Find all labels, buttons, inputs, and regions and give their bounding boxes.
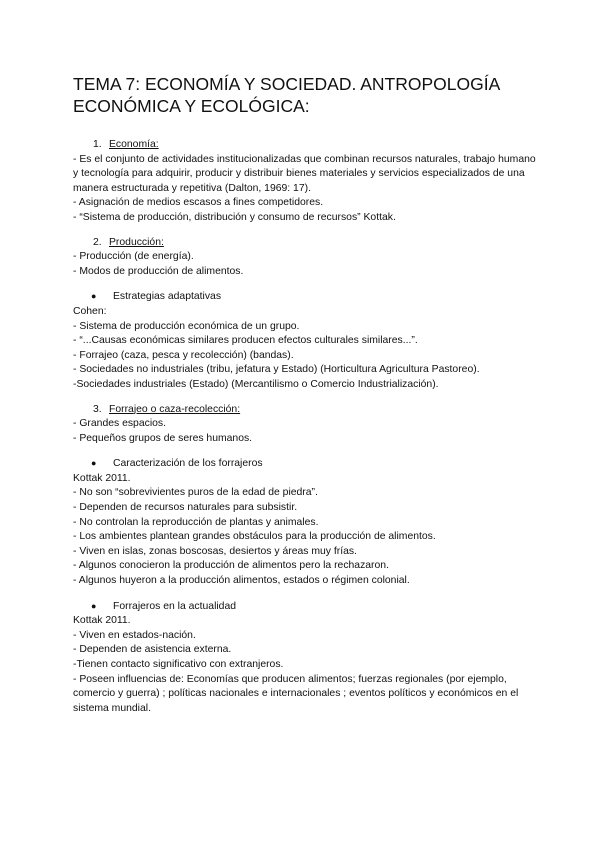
paragraph: - Viven en islas, zonas boscosas, desiertos y áreas muy frías. — [73, 545, 357, 557]
list-number: 3. — [93, 403, 102, 415]
paragraph: -Sociedades industriales (Estado) (Mercantilismo o Comercio Industrialización). — [73, 378, 439, 390]
bullet-icon: ● — [91, 600, 97, 611]
paragraph: - Asignación de medios escasos a fines competidores. — [73, 197, 324, 209]
paragraph: - Modos de producción de alimentos. — [73, 265, 244, 277]
paragraph: Cohen: — [73, 305, 107, 317]
paragraph: - Pequeños grupos de seres humanos. — [73, 432, 253, 444]
section-heading-text: Producción: — [109, 236, 164, 248]
section-heading-economia — [73, 138, 543, 153]
paragraph: - Es el conjunto de actividades institucionalizadas que combinan recursos naturales, trabajo humano y tecnología para adquirir, producir y distribuir bienes materiales y servicios especializados de una manera estructurada y repetitiva (Dalton, 1969: 17). — [73, 153, 536, 194]
paragraph: - Poseen influencias de: Economías que producen alimentos; fuerzas regionales (por ejemplo, comercio y guerra) ; políticas nacionales e internacionales ; eventos políticos y económicos en el sistema mundial. — [73, 673, 519, 714]
paragraph: - Dependen de recursos naturales para subsistir. — [73, 502, 298, 514]
paragraph: - Algunos huyeron a la producción alimentos, estados o régimen colonial. — [73, 575, 410, 587]
bullet-heading-text: Forrajeros en la actualidad — [113, 600, 237, 612]
paragraph: - Dependen de asistencia externa. — [73, 644, 232, 656]
section-heading-produccion — [73, 236, 543, 251]
bullet-heading-actualidad — [73, 599, 543, 615]
paragraph: - Sociedades no industriales (tribu, jefatura y Estado) (Horticultura Agricultura Pastoreo). — [73, 364, 480, 376]
bullet-heading-caracterizacion — [73, 456, 543, 472]
paragraph: - Algunos conocieron la producción de alimentos pero la rechazaron. — [73, 560, 389, 572]
paragraph: - Sistema de producción económica de un grupo. — [73, 320, 300, 332]
list-number: 2. — [93, 236, 102, 248]
bullet-icon: ● — [91, 291, 97, 302]
page-title: TEMA 7: ECONOMÍA Y SOCIEDAD. ANTROPOLOGÍA ECONÓMICA Y ECOLÓGICA: — [73, 74, 500, 116]
paragraph: - No controlan la reproducción de plantas y animales. — [73, 516, 319, 528]
paragraph: - Grandes espacios. — [73, 418, 166, 430]
paragraph: - No son “sobrevivientes puros de la edad de piedra”. — [73, 487, 318, 499]
section-heading-text: Forrajeo o caza-recolección: — [109, 403, 241, 415]
bullet-icon: ● — [91, 458, 97, 469]
document-body — [73, 138, 543, 716]
bullet-heading-text: Caracterización de los forrajeros — [113, 458, 263, 470]
bullet-heading-text: Estrategias adaptativas — [113, 291, 222, 303]
paragraph: - Los ambientes plantean grandes obstáculos para la producción de alimentos. — [73, 531, 436, 543]
section-heading-forrajeo — [73, 403, 543, 418]
paragraph: - Forrajeo (caza, pesca y recolección) (bandas). — [73, 349, 294, 361]
paragraph: Kottak 2011. — [73, 472, 131, 484]
paragraph: - Producción (de energía). — [73, 251, 194, 263]
paragraph: - “Sistema de producción, distribución y consumo de recursos” Kottak. — [73, 211, 396, 223]
paragraph: Kottak 2011. — [73, 615, 131, 627]
paragraph: - “...Causas económicas similares producen efectos culturales similares...”. — [73, 335, 418, 347]
section-heading-text: Economía: — [109, 139, 159, 150]
paragraph: -Tienen contacto significativo con extranjeros. — [73, 659, 284, 670]
list-number: 1. — [93, 139, 102, 150]
paragraph: - Viven en estados-nación. — [73, 629, 196, 641]
bullet-heading-estrategias — [73, 289, 543, 305]
